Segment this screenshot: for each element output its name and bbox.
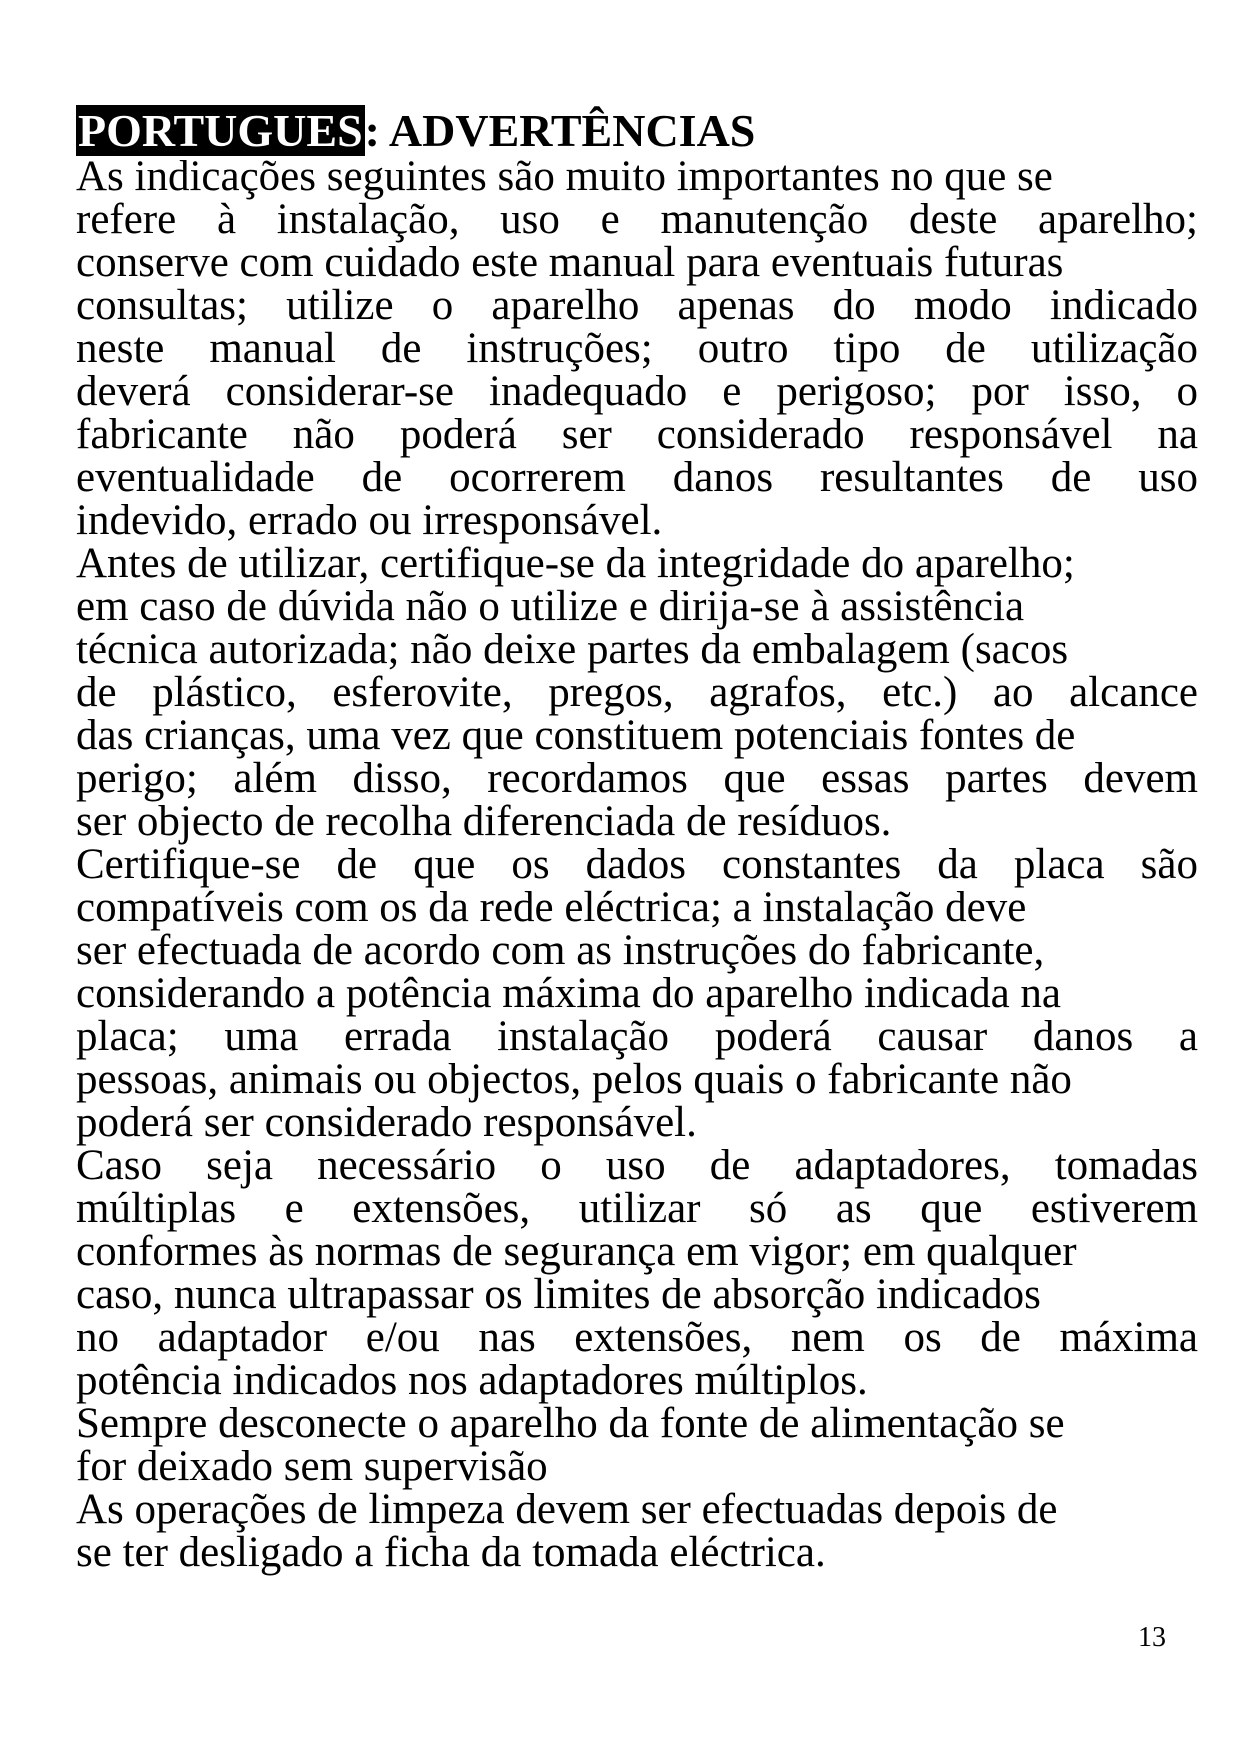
body-line: consultas; utilize o aparelho apenas do modo indicado	[76, 282, 1198, 329]
body-line: múltiplas e extensões, utilizar só as que estiverem	[76, 1185, 1198, 1232]
body-line: poderá ser considerado responsável.	[76, 1099, 697, 1146]
body-line: compatíveis com os da rede eléctrica; a instalação deve	[76, 884, 1027, 931]
body-line: fabricante não poderá ser considerado responsável na	[76, 411, 1198, 458]
body-line: caso, nunca ultrapassar os limites de absorção indicados	[76, 1271, 1041, 1318]
section-heading	[76, 104, 755, 158]
body-line: conserve com cuidado este manual para eventuais futuras	[76, 239, 1064, 286]
body-line: potência indicados nos adaptadores múltiplos.	[76, 1357, 868, 1404]
body-line: neste manual de instruções; outro tipo de utilização	[76, 325, 1198, 372]
body-line: placa; uma errada instalação poderá causar danos a	[76, 1013, 1198, 1060]
body-line: considerando a potência máxima do aparelho indicada na	[76, 970, 1062, 1017]
body-line: no adaptador e/ou nas extensões, nem os de máxima	[76, 1314, 1198, 1361]
body-line: eventualidade de ocorrerem danos resultantes de uso	[76, 454, 1198, 501]
body-line: de plástico, esferovite, pregos, agrafos, etc.) ao alcance	[76, 669, 1198, 716]
body-line: indevido, errado ou irresponsável.	[76, 497, 663, 544]
body-line: conformes às normas de segurança em vigor; em qualquer	[76, 1228, 1077, 1275]
body-line: As operações de limpeza devem ser efectuadas depois de	[76, 1486, 1058, 1533]
body-line: for deixado sem supervisão	[76, 1443, 548, 1490]
body-line: ser efectuada de acordo com as instruções do fabricante,	[76, 927, 1045, 974]
page-number: 13	[1138, 1622, 1166, 1653]
warnings-body	[76, 155, 1198, 1574]
body-line: Certifique-se de que os dados constantes da placa são	[76, 841, 1198, 888]
body-line: em caso de dúvida não o utilize e dirija-se à assistência	[76, 583, 1025, 630]
body-line: As indicações seguintes são muito importantes no que se	[76, 153, 1053, 200]
body-line: pessoas, animais ou objectos, pelos quais o fabricante não	[76, 1056, 1072, 1103]
body-line: refere à instalação, uso e manutenção deste aparelho;	[76, 196, 1198, 243]
language-tag: PORTUGUES	[78, 105, 363, 156]
body-line: Caso seja necessário o uso de adaptadores, tomadas	[76, 1142, 1198, 1189]
body-line: Antes de utilizar, certifique-se da integridade do aparelho;	[76, 540, 1075, 587]
body-line: Sempre desconecte o aparelho da fonte de alimentação se	[76, 1400, 1065, 1447]
body-line: perigo; além disso, recordamos que essas partes devem	[76, 755, 1198, 802]
body-line: das crianças, uma vez que constituem potenciais fontes de	[76, 712, 1076, 759]
body-line: se ter desligado a ficha da tomada eléctrica.	[76, 1529, 826, 1576]
heading-title: : ADVERTÊNCIAS	[364, 105, 756, 156]
body-line: deverá considerar-se inadequado e perigoso; por isso, o	[76, 368, 1198, 415]
body-line: ser objecto de recolha diferenciada de resíduos.	[76, 798, 892, 845]
body-line: técnica autorizada; não deixe partes da embalagem (sacos	[76, 626, 1069, 673]
